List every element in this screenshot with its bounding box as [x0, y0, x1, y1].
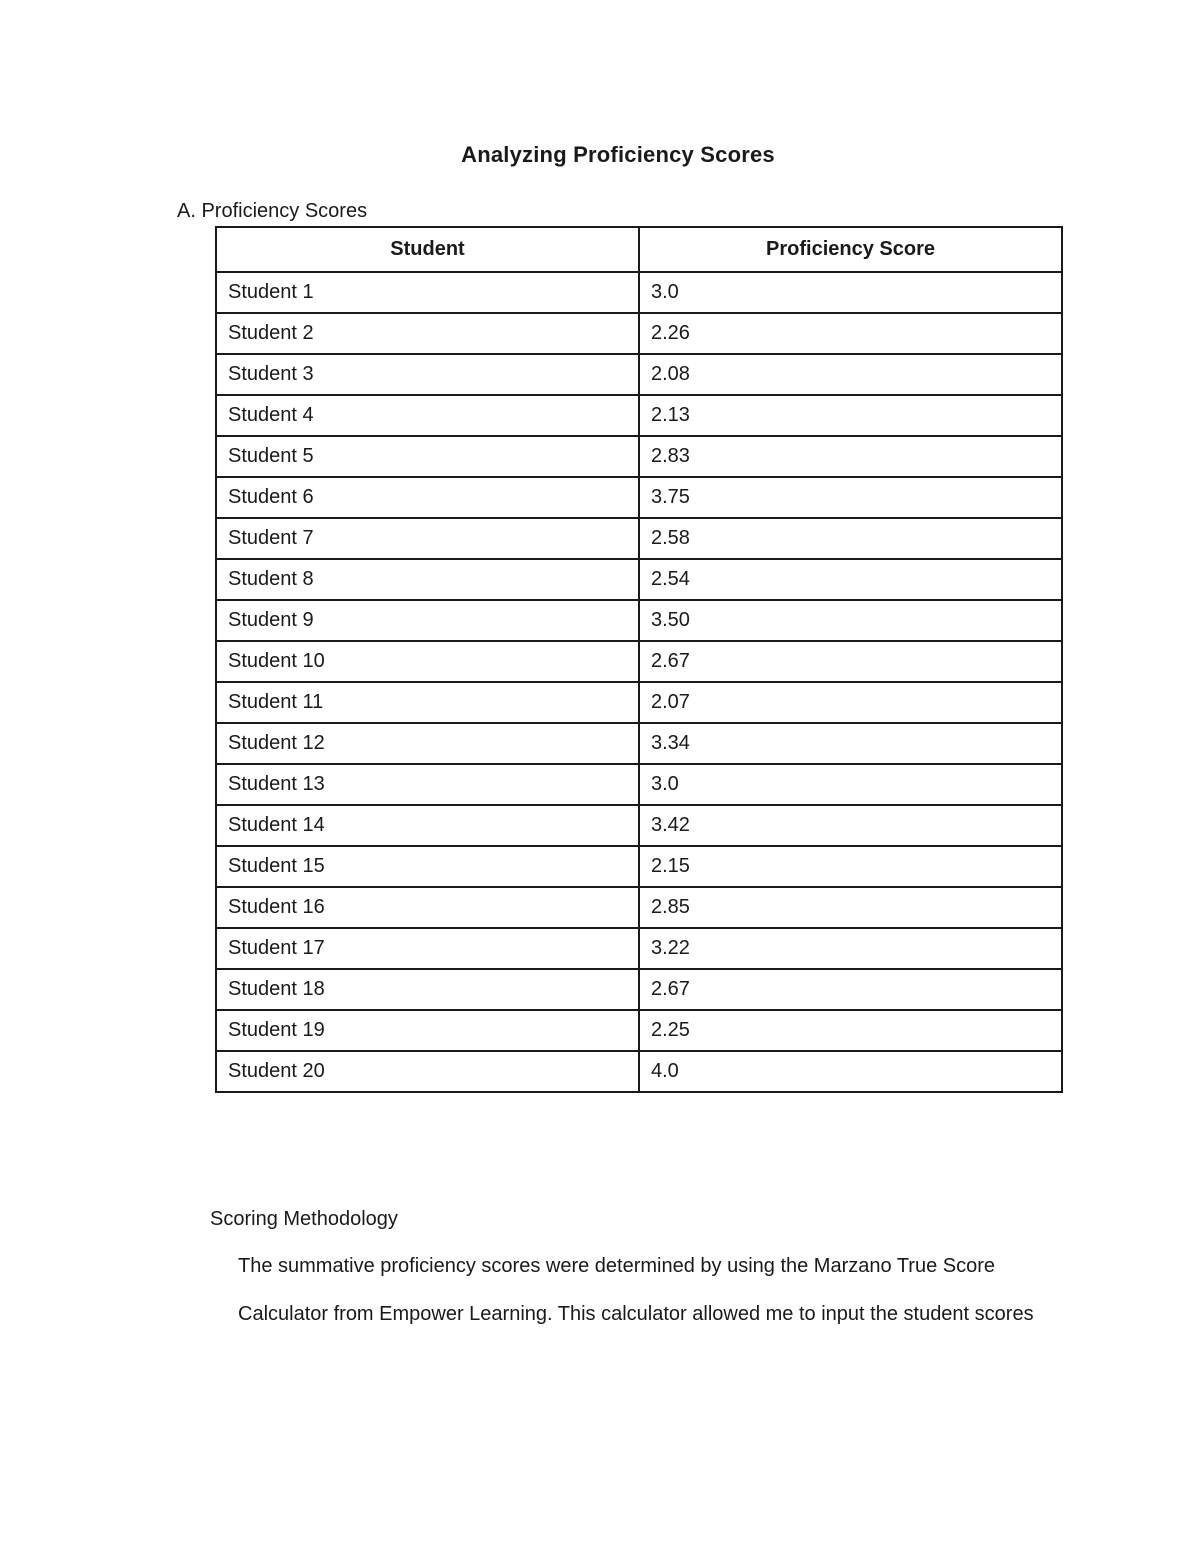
table-row — [216, 682, 1062, 723]
proficiency-score-cell: 3.34 — [639, 723, 1062, 764]
table-row — [216, 641, 1062, 682]
student-name-cell: Student 14 — [216, 805, 639, 846]
page-title: Analyzing Proficiency Scores — [461, 142, 775, 167]
table-row — [216, 764, 1062, 805]
table-row — [216, 518, 1062, 559]
student-name-cell: Student 13 — [216, 764, 639, 805]
table-row — [216, 600, 1062, 641]
proficiency-scores-table — [215, 226, 1063, 1093]
proficiency-score-cell: 3.0 — [639, 764, 1062, 805]
student-name-cell: Student 9 — [216, 600, 639, 641]
table-row — [216, 969, 1062, 1010]
table-row — [216, 559, 1062, 600]
student-name-cell: Student 8 — [216, 559, 639, 600]
table-row — [216, 477, 1062, 518]
proficiency-score-cell: 3.0 — [639, 272, 1062, 313]
table-row — [216, 928, 1062, 969]
student-name-cell: Student 10 — [216, 641, 639, 682]
table-row — [216, 1051, 1062, 1092]
proficiency-score-cell: 2.58 — [639, 518, 1062, 559]
methodology-text-line: Calculator from Empower Learning. This calculator allowed me to input the student scores — [238, 1303, 1034, 1325]
proficiency-score-cell: 2.08 — [639, 354, 1062, 395]
proficiency-score-cell: 2.54 — [639, 559, 1062, 600]
student-name-cell: Student 7 — [216, 518, 639, 559]
student-name-cell: Student 6 — [216, 477, 639, 518]
student-name-cell: Student 3 — [216, 354, 639, 395]
column-header-student: Student — [216, 227, 639, 272]
student-name-cell: Student 2 — [216, 313, 639, 354]
proficiency-score-cell: 3.42 — [639, 805, 1062, 846]
table-row — [216, 354, 1062, 395]
student-name-cell: Student 19 — [216, 1010, 639, 1051]
student-name-cell: Student 15 — [216, 846, 639, 887]
student-name-cell: Student 17 — [216, 928, 639, 969]
student-name-cell: Student 12 — [216, 723, 639, 764]
table-row — [216, 723, 1062, 764]
proficiency-score-cell: 2.85 — [639, 887, 1062, 928]
table-row — [216, 395, 1062, 436]
proficiency-score-cell: 3.50 — [639, 600, 1062, 641]
proficiency-score-cell: 3.75 — [639, 477, 1062, 518]
proficiency-score-cell: 2.25 — [639, 1010, 1062, 1051]
student-name-cell: Student 11 — [216, 682, 639, 723]
proficiency-score-cell: 3.22 — [639, 928, 1062, 969]
proficiency-score-cell: 2.83 — [639, 436, 1062, 477]
proficiency-score-cell: 2.15 — [639, 846, 1062, 887]
student-name-cell: Student 18 — [216, 969, 639, 1010]
proficiency-score-cell: 2.13 — [639, 395, 1062, 436]
proficiency-score-cell: 2.67 — [639, 969, 1062, 1010]
student-name-cell: Student 1 — [216, 272, 639, 313]
student-name-cell: Student 5 — [216, 436, 639, 477]
proficiency-score-cell: 2.67 — [639, 641, 1062, 682]
section-heading: A. Proficiency Scores — [177, 200, 368, 222]
methodology-heading: Scoring Methodology — [210, 1208, 398, 1230]
proficiency-score-cell: 2.07 — [639, 682, 1062, 723]
table-row — [216, 887, 1062, 928]
table-row — [216, 436, 1062, 477]
student-name-cell: Student 16 — [216, 887, 639, 928]
student-name-cell: Student 4 — [216, 395, 639, 436]
table-row — [216, 272, 1062, 313]
table-body — [216, 272, 1062, 1092]
student-name-cell: Student 20 — [216, 1051, 639, 1092]
table-header-row — [216, 227, 1062, 272]
column-header-score: Proficiency Score — [639, 227, 1062, 272]
table-row — [216, 1010, 1062, 1051]
methodology-text-line: The summative proficiency scores were determined by using the Marzano True Score — [238, 1255, 996, 1277]
table-row — [216, 846, 1062, 887]
table-row — [216, 313, 1062, 354]
proficiency-score-cell: 2.26 — [639, 313, 1062, 354]
proficiency-score-cell: 4.0 — [639, 1051, 1062, 1092]
table-row — [216, 805, 1062, 846]
